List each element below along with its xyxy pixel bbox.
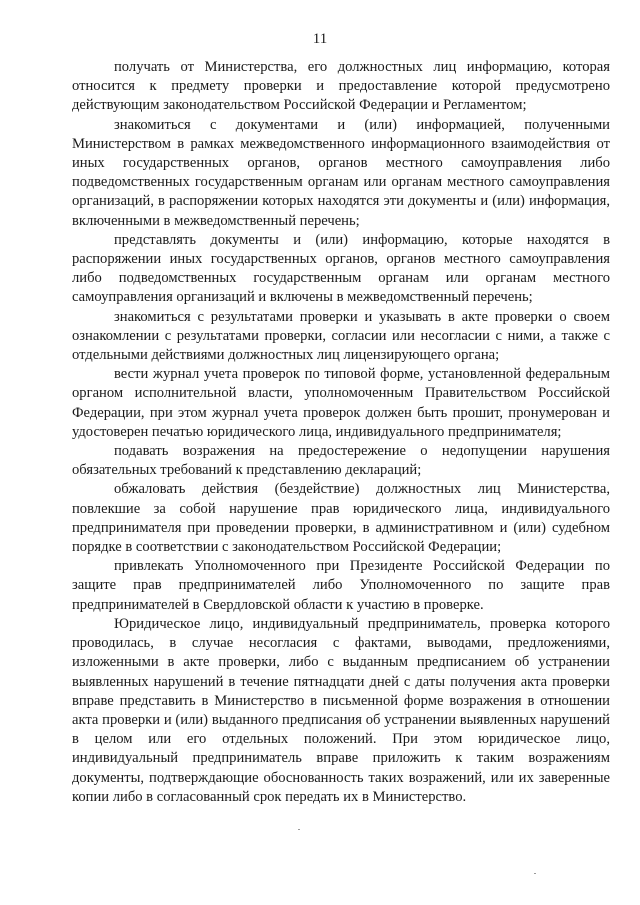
scan-speck [534,873,536,874]
paragraph-9: Юридическое лицо, индивидуальный предприниматель, проверка которого проводилась, в случае несогласия с фактами, выводами, предложениями, изложенными в акте проверки, либо с выданным предписанием об устранении выявленных нарушений в течение пятнадцати дней с даты получения акта проверки вправе представить в Министерство в письменной форме возражения в отношении акта проверки и (или) выданного предписания об устранении выявленных нарушений в целом или его отдельных положений. При этом юридическое лицо, индивидуальный предприниматель вправе приложить к таким возражениям документы, подтверждающие обоснованность таких возражений, или их заверенные копии либо в согласованный срок передать их в Министерство. [72,615,610,805]
paragraph-7: обжаловать действия (бездействие) должностных лиц Министерства, повлекшие за собой нарушение прав юридического лица, индивидуального предпринимателя при проведении проверки, в административном и (или) судебном порядке в соответствии с законодательством Российской Федерации; [72,481,610,556]
paragraph-4: знакомиться с результатами проверки и указывать в акте проверки о своем ознакомлении с результатами проверки, согласии или несогласии с ними, а также с отдельными действиями должностных лиц лицензирующего органа; [72,308,610,364]
paragraph-5: вести журнал учета проверок по типовой форме, установленной федеральным органом исполнительной власти, уполномоченным Правительством Российской Федерации, при этом журнал учета проверок должен быть прошит, пронумерован и удостоверен печатью юридического лица, индивидуального предпринимателя; [72,366,610,440]
paragraph-8: привлекать Уполномоченного при Президенте Российской Федерации по защите прав предпринимателей либо Уполномоченного по защите прав предпринимателей в Свердловской области к участию в проверке. [72,558,610,613]
paragraph-1: получать от Министерства, его должностных лиц информацию, которая относится к предмету проверки и предоставление которой предусмотрено действующим законодательством Российской Федерации и Регламентом; [72,59,610,114]
document-body [72,58,610,807]
paragraph-3: представлять документы и (или) информацию, которые находятся в распоряжении иных государственных органов, органов местного самоуправления либо подведомственных государственным органам или органам местного самоуправления организаций и включены в межведомственный перечень; [72,231,610,306]
page-number: 11 [312,31,328,47]
paragraph-2: знакомиться с документами и (или) информацией, полученными Министерством в рамках межведомственного информационного взаимодействия от иных государственных органов, органов местного самоуправления либо подведомственных государственным органам или органам местного самоуправления организаций, в распоряжении которых находятся эти документы и (или) информация, включенными в межведомственный перечень; [72,116,610,229]
paragraph-6: подавать возражения на предостережение о недопущении нарушения обязательных требований к представлению деклараций; [72,443,610,479]
scan-speck [298,829,300,830]
